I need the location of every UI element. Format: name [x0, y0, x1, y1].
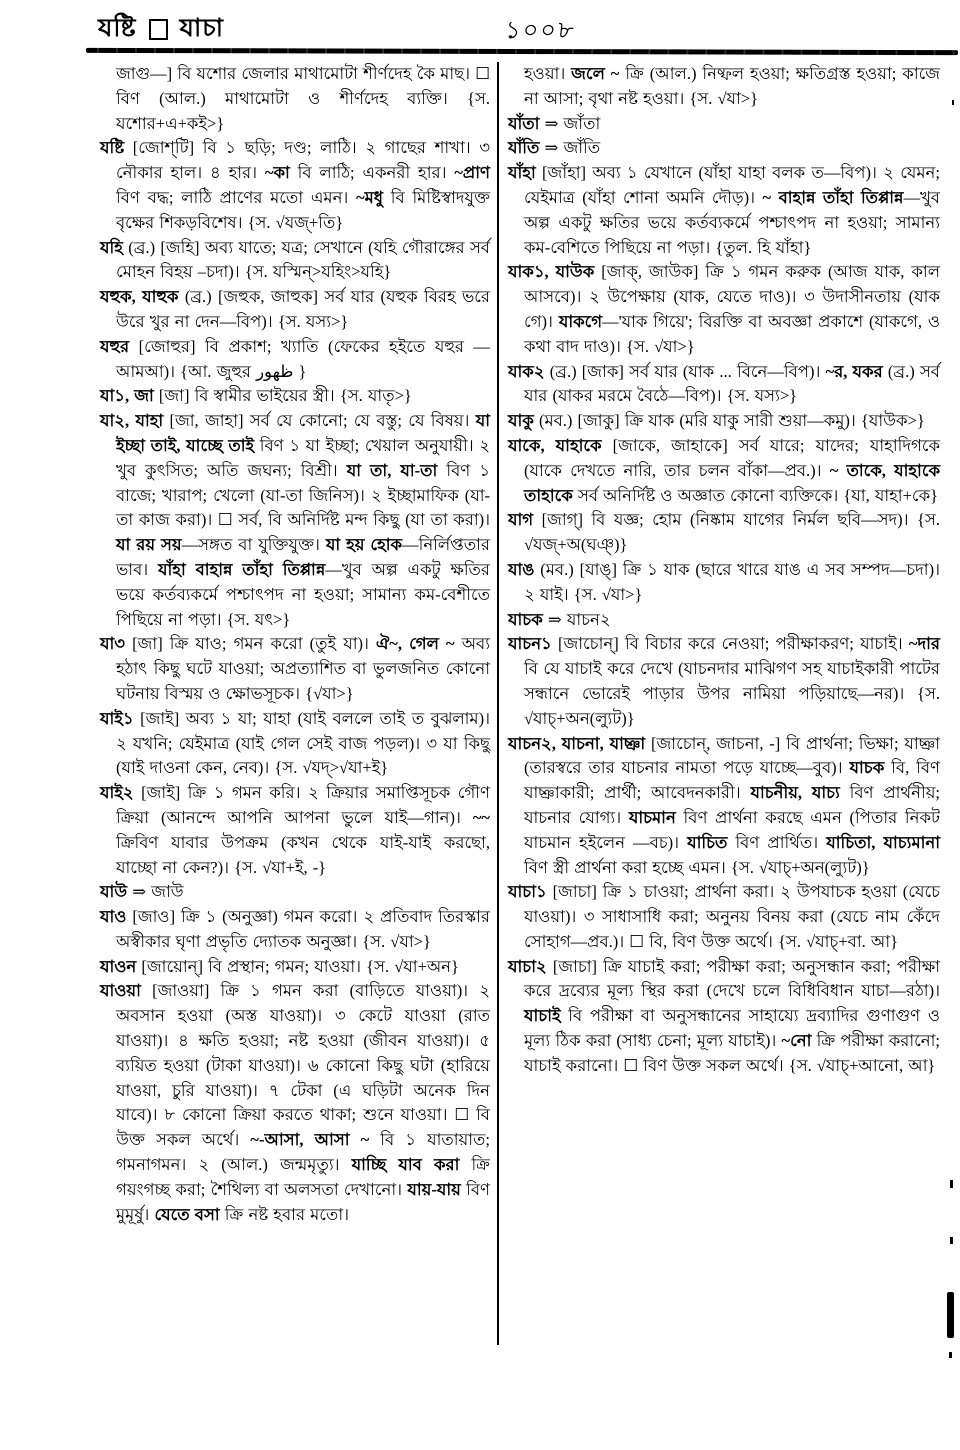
headword: যাক১, যাউক	[508, 262, 595, 282]
entry-text: ক্রি (আল.) নিষ্ফল হওয়া; ক্ষতিগ্রস্ত হওয়া; কাজে না আসা; বৃথা নষ্ট হওয়া। {স. √যা>}	[524, 64, 941, 108]
headword: যাক২	[508, 361, 545, 381]
entry-text: বি লাঠি; একনরী হার।	[289, 163, 455, 183]
right-column	[508, 62, 940, 1079]
dictionary-entry	[100, 880, 490, 905]
sub-headword: যা ইচ্ছা তাই, যাচ্ছে তাই	[116, 411, 491, 455]
entry-text: [জায়োন্] বি প্রস্থান; গমন; যাওয়া। {স. √যা+অন}	[136, 956, 459, 976]
sub-headword: যেতে বসা	[154, 1204, 220, 1224]
sub-headword: জলে ~	[571, 64, 620, 83]
sub-headword: ঐ~, গেল ~	[376, 634, 455, 654]
dictionary-entry	[100, 979, 490, 1227]
sub-headword: যাচমান	[628, 807, 676, 827]
dictionary-entry	[100, 384, 490, 409]
entry-text: [জাওয়া] ক্রি ১ গমন করা (বাড়িতে যাওয়া)। ২ অবসান হওয়া (অস্ত যাওয়া)। ৩ কেটে যাওয়া (রাত যাওয়া)। ৪ ক্ষতি হওয়া; নষ্ট হওয়া (জীবন যাওয়া)। ৫ ব্যয়িত হওয়া (টাকা যাওয়া)। ৬ কোনো কিছু ঘটা (হারিয়ে যাওয়া, চুরি যাওয়া)। ৭ টেকা (এ ঘড়িটা অনেক দিন যাবে)। ৮ কোনো ক্রিয়া করতে থাকা; শুনে যাওয়া। ☐ বি উক্ত সকল অর্থে।	[116, 981, 490, 1150]
entry-text: (মব.) [যাঙ্] ক্রি ১ যাক (ছারে খারে যাঙ এ সব সম্পদ—চদা)। ২ যাই। {স. √যা>}	[524, 559, 940, 604]
headword: যা২, যাহা	[100, 411, 164, 431]
entry-text: [জাক্, জাউক] ক্রি ১ গমন করুক (আজ যাক, কাল আসবে)। ২ উপেক্ষায় (যাক, যেতে দাও)। ৩ উদাসীনতায় (যাক গে)।	[524, 262, 940, 331]
dictionary-entry	[100, 955, 490, 980]
entry-text: ⇒ জাঁতা	[539, 113, 601, 133]
entry-text: [জাচা] ক্রি যাচাই করা; পরীক্ষা করা; অনুসন্ধান করা; পরীক্ষা করে দ্রব্যের মূল্য স্থির করা (দেখে চলে বিধিবিধান যাচা—রঠা)।	[524, 956, 940, 1001]
headword: যাচা২	[508, 956, 547, 976]
sub-headword: ~নো	[781, 1031, 812, 1051]
entry-text: (ব্র.) সর্ব যার (যাকর মরমে বৈঠে—বিপ)। {স. যস্য>}	[524, 361, 940, 406]
dictionary-entry	[508, 434, 940, 508]
entry-text: বি মিষ্টিস্বাদযুক্ত বৃক্ষের শিকড়বিশেষ। {স. √যজ্+তি}	[116, 187, 490, 232]
sub-headword: ~দার	[908, 634, 940, 654]
scan-artifact	[950, 1180, 953, 1188]
guide-word-second: যাচা	[179, 15, 224, 42]
sub-headword: ~~	[472, 807, 490, 827]
dictionary-entry	[100, 781, 490, 880]
entry-text: জাগু—] বি যশোর জেলার মাথামোটা শীর্ণদেহ কৈ মাছ। ☐ বিণ (আল.) মাথামোটা ও শীর্ণদেহ ব্যক্তি। {স. যশোর+এ+কই>}	[116, 64, 490, 133]
headword: যাচন১	[508, 634, 552, 654]
entry-text: ক্রি গয়ংগচ্ছ করা; শৈথিল্য বা অলসতা দেখানো।	[116, 1155, 490, 1199]
entry-text: [জাই] অব্য ১ যা; যাহা (যাই বললে তাই ত বুঝলাম)। ২ যখনি; যেইমাত্র (যাই গেল সেই বাজ পড়ল)। ৩ যা কিছু (যাই দাওনা কেন, নেব)। {স. √যদ্>√যা+ই}	[116, 708, 490, 778]
entry-text: [জা, জাহা] সর্ব যে কোনো; যে বস্তু; যে বিষয়।	[163, 411, 476, 431]
headword: যাকে, যাহাকে	[508, 435, 602, 455]
entry-text: [জাঁহা] অব্য ১ যেখানে (যাঁহা যাহা বলক ত—বিপ)। ২ যেমন; যেইমাত্র (যাঁহা শোনা অমনি দৌড়)।	[524, 163, 940, 207]
sub-headword: যাঁহা বাহান্ন তাঁহা তিপ্পান্ন	[158, 559, 326, 579]
headword: যা৩	[100, 634, 126, 654]
dictionary-entry	[508, 136, 940, 161]
entry-text: বিণ প্রার্থিত।	[727, 832, 827, 852]
dictionary-entry	[508, 955, 940, 1079]
headword: যাওন	[100, 956, 137, 976]
sub-headword: ~প্রাণ	[454, 163, 491, 183]
entry-text: অব্য হঠাৎ কিছু ঘটে যাওয়া; অপ্রত্যাশিত বা ভুলজনিত কোনো ঘটনায় বিস্ময় ও ক্ষোভসূচক। {√যা>}	[116, 634, 490, 703]
sub-headword: যাকগে	[558, 311, 603, 331]
entry-text: বিণ বদ্ধ; লাঠি প্রাণের মতো এমন।	[116, 187, 357, 207]
sub-headword: ~কা	[264, 163, 290, 183]
sub-headword: ~র, যকর	[825, 361, 883, 381]
scan-artifact	[949, 1352, 952, 1358]
headword: যাঙ	[508, 559, 535, 579]
sub-headword: ~মধু	[356, 187, 384, 207]
dictionary-entry	[508, 558, 940, 608]
dictionary-entry	[508, 508, 940, 558]
entry-text: [জোশ্‌টি] বি ১ ছড়ি; দণ্ড; লাঠি। ২ গাছের শাখা। ৩ নৌকার হাল। ৪ হার।	[116, 138, 490, 183]
dictionary-entry	[100, 632, 490, 706]
sub-headword: যা রয় সয়	[116, 535, 182, 555]
headword: যাগ	[508, 510, 534, 530]
headword: যহুর	[100, 336, 130, 356]
entry-text: —সঙ্গত বা যুক্তিযুক্ত।	[181, 535, 326, 555]
entry-text: [জাচোন্] বি বিচার করে নেওয়া; পরীক্ষাকরণ; যাচাই।	[551, 634, 909, 654]
dictionary-entry	[508, 360, 940, 410]
headword: যাউ	[100, 882, 128, 902]
entry-text: —'যাক গিয়ে'; বিরক্তি বা অবজ্ঞা প্রকাশে (যাকগে, ও কথা বাদ দাও)। {স. √যা>}	[524, 311, 940, 356]
entry-text: বি ১ যাতায়াত; গমনাগমন। ২ (আল.) জন্মমৃত্যু।	[116, 1130, 490, 1175]
entry-text: ক্রি নষ্ট হবার মতো।	[219, 1204, 349, 1224]
dictionary-entry	[100, 707, 490, 781]
entry-text: ⇒ যাচন২	[542, 609, 611, 629]
headword: যাই১	[100, 708, 134, 728]
entry-text: সর্ব অনির্দিষ্ট ও অজ্ঞাত কোনো ব্যক্তিকে। {যা, যাহা+কে}	[572, 485, 939, 505]
entry-text: (ব্র.) [জাক] সর্ব যার (যাক ... বিনে—বিপ)।	[544, 361, 826, 381]
headword: যাচন২, যাচনা, যাচ্ঞা	[508, 733, 646, 753]
sub-headword: যা হয় হোক	[325, 535, 403, 555]
entry-text: [জাও] ক্রি ১ (অনুজ্ঞা) গমন করো। ২ প্রতিবাদ তিরস্কার অস্বীকার ঘৃণা প্রভৃতি দ্যোতক অনুজ্ঞা। {স. √যা>}	[116, 907, 490, 951]
headword: যহি	[100, 237, 123, 257]
entry-text: হওয়া।	[524, 64, 572, 83]
entry-text: বিণ প্রার্থনা করছে এমন (পিতার নিকট যাচমান হইলেন —বচ)।	[524, 807, 940, 852]
entry-text: [জাই] ক্রি ১ গমন করি। ২ ক্রিয়ার সমাপ্তিসূচক গৌণ ক্রিয়া (আনন্দে আপনি আপনা ভুলে যাই—গান)।	[116, 783, 490, 827]
headword: যাওয়া	[100, 981, 141, 1001]
scan-artifact	[947, 1292, 954, 1338]
dictionary-entry	[508, 880, 940, 954]
entry-text: বিণ ১ যা ইচ্ছা; খেয়াল অনুযায়ী। ২ খুব কুৎসিত; অতি জঘন্য; বিশ্রী।	[116, 435, 490, 480]
entry-text: বি পরীক্ষা বা অনুসন্ধানের সাহায্যে দ্রব্যাদির গুণাগুণ ও মূল্য ঠিক করা (সাধ্য চেনা; মূল্য যাচাই)।	[524, 1006, 940, 1051]
entry-text: (মব.) [জাকু] ক্রি যাক (মরি যাকু সারী শুয়া—কমু)। {যাউক>}	[533, 411, 925, 431]
entry-text: [জা] বি স্বামীর ভাইয়ের স্ত্রী। {স. যাতৃ>}	[153, 386, 412, 406]
sub-headword: ~-আসা, আসা ~	[250, 1130, 370, 1150]
entry-text: ⇒ জাউ	[127, 882, 184, 902]
dictionary-entry	[508, 161, 940, 260]
entry-text: —খুব অল্প একটু ক্ষতির ভয়ে কর্তব্যকর্মে পশ্চাৎপদ না হওয়া; সামান্য কম-বেশিতে পিছিয়ে না পড়া। {তুল. হি যাঁহা}	[524, 187, 940, 257]
sub-headword: যাচাই	[524, 1006, 561, 1026]
headword: যহুক, যাহুক	[100, 287, 179, 307]
entry-text: —নির্লিপ্ততার ভাব।	[116, 535, 490, 579]
headword: যা১, জা	[100, 386, 154, 406]
dictionary-entry	[100, 335, 490, 385]
dictionary-entry	[100, 62, 490, 136]
entry-text: বিণ মুমূর্ষু।	[116, 1179, 490, 1224]
headword: যাঁতা	[508, 113, 540, 133]
headword: যাও	[100, 907, 127, 927]
sub-headword: ~ তাকে, যাহাকে তাহাকে	[524, 460, 940, 505]
entry-text: [জা] ক্রি যাও; গমন করো (তুই যা)।	[125, 634, 377, 654]
entry-text: ক্রি পরীক্ষা করানো; যাচাই করানো। ☐ বিণ উক্ত সকল অর্থে। {স. √যাচ্+আনো, আ}	[524, 1031, 940, 1075]
sub-headword: যাচক	[849, 758, 885, 778]
dictionary-entry	[508, 608, 940, 633]
dictionary-entry	[508, 409, 940, 434]
entry-text: বি যে যাচাই করে দেখে (যাচনদার মাঝিগণ সহ যাচাইকারী পাটের সন্ধানে ভোরেই পাড়ার উপর নামিয়া পড়িয়াছে—নর)। {স. √যাচ্+অন(ল্যুট)}	[524, 659, 940, 728]
entry-text: বিণ স্ত্রী প্রার্থনা করা হচ্ছে এমন। {স. √যাচ্+অন(ল্যুট)}	[524, 857, 870, 877]
headword: যষ্টি	[100, 138, 125, 158]
dictionary-entry	[508, 632, 940, 731]
dictionary-entry	[100, 285, 490, 335]
entry-text: বিণ ১ বাজে; খারাপ; খেলো (যা-তা জিনিস)। ২ ইচ্ছামাফিক (যা-তা কাজ করা)। ☐ সর্ব, বি অনির্দিষ্ট মন্দ কিছু (যা তা করা)।	[116, 460, 491, 530]
headword: যাকু	[508, 411, 534, 431]
entry-text: [জাচোন্, জাচনা, -] বি প্রার্থনা; ভিক্ষা; যাচ্ঞা (তারস্বরে তার যাচনার নামতা পড়ে যাচ্ছে—বুব)।	[524, 733, 941, 778]
headword: যাচক	[508, 609, 543, 629]
entry-text: —খুব অল্প একটু ক্ষতির ভয়ে কর্তব্যকর্মে পশ্চাৎপদ না হওয়া; সামান্য কম-বেশীতে পিছিয়ে না পড়া। {স. যৎ>}	[116, 559, 490, 629]
sub-headword: যাচনীয়, যাচ্য	[750, 783, 840, 803]
entry-text: বি, বিণ যাচ্ঞাকারী; প্রার্থী; আবেদনকারী।	[524, 758, 940, 803]
entry-text: [জাগ্] বি যজ্ঞ; হোম (নিষ্কাম যাগের নির্মল ছবি—সদ)। {স. √যজ্+অ(ঘঞ্)}	[524, 510, 940, 555]
guide-word-first: যষ্টি	[98, 15, 137, 42]
entry-text: বিণ প্রার্থনীয়; যাচনার যোগ্য।	[524, 783, 940, 827]
entry-text: (ব্র.) [জহুক, জাহুক] সর্ব যার (যহুক বিরহ ভরে উরে খুর না দেন—বিপ)। {স. যস্য>}	[116, 287, 491, 331]
headword: যাঁতি	[508, 138, 540, 158]
dictionary-entry	[508, 732, 940, 881]
entry-text: [জোহুর] বি প্রকাশ; খ্যাতি (ফেকের হইতে যহুর —আমআ)। {আ. জুহুর ظهور }	[116, 336, 490, 381]
sub-headword: যা তা, যা-তা	[346, 460, 438, 480]
sub-headword: যাচিতা, যাচ্যমানা	[826, 832, 941, 852]
column-divider	[497, 62, 499, 1345]
scan-artifact	[950, 1237, 953, 1244]
headword: যাই২	[100, 783, 134, 803]
dictionary-entry	[508, 260, 940, 359]
sub-headword: ~ বাহান্ন তাঁহা তিপ্পান্ন	[762, 187, 904, 207]
sub-headword: যাচিত	[687, 832, 728, 852]
left-column	[100, 62, 490, 1227]
entry-text: [জাচা] ক্রি ১ চাওয়া; প্রার্থনা করা। ২ উপযাচক হওয়া (যেচে যাওয়া)। ৩ সাধাসাধি করা; অনুনয় বিনয় করা (যেচে নাম কেঁদে সোহাগ—প্রব.)। ☐ বি, বিণ উক্ত অর্থে। {স. √যাচ্+বা. আ}	[524, 882, 940, 951]
sub-headword: যাচ্ছি যাব করা	[351, 1155, 460, 1175]
sub-headword: যায়-যায়	[407, 1179, 461, 1199]
headword: যাঁহা	[508, 163, 536, 183]
dictionary-entry	[100, 136, 490, 235]
guide-separator-square-icon	[149, 19, 168, 40]
entry-text: ক্রিবিণ যাবার উপক্রম (কখন থেকে যাই-যাই করছো, যাচ্ছো না কেন?)। {স. √যা+ই, -}	[116, 832, 490, 877]
scan-artifact	[952, 100, 954, 105]
dictionary-entry	[508, 112, 940, 137]
entry-text: [জাকে, জাহাকে] সর্ব যারে; যাদের; যাহাদিগকে (যাকে দেখতে নারি, তার চলন বাঁকা—প্রব.)।	[524, 435, 940, 480]
dictionary-entry	[508, 62, 940, 112]
headword: যাচা১	[508, 882, 547, 902]
page-number: ১০০৮	[503, 18, 577, 44]
entry-text: ⇒ জাঁতি	[539, 138, 601, 158]
header-rule	[86, 48, 958, 55]
header-guide-words	[98, 8, 224, 51]
dictionary-entry	[100, 236, 490, 286]
entry-text: (ব্র.) [জহি] অব্য যাতে; যত্র; সেখানে (যহি গৌরাঙ্গের সর্ব মোহন বিহয় –চদা)। {স. যস্মিন্>যহিং>যহি}	[116, 237, 490, 282]
dictionary-entry	[100, 905, 490, 955]
dictionary-entry	[100, 409, 490, 632]
